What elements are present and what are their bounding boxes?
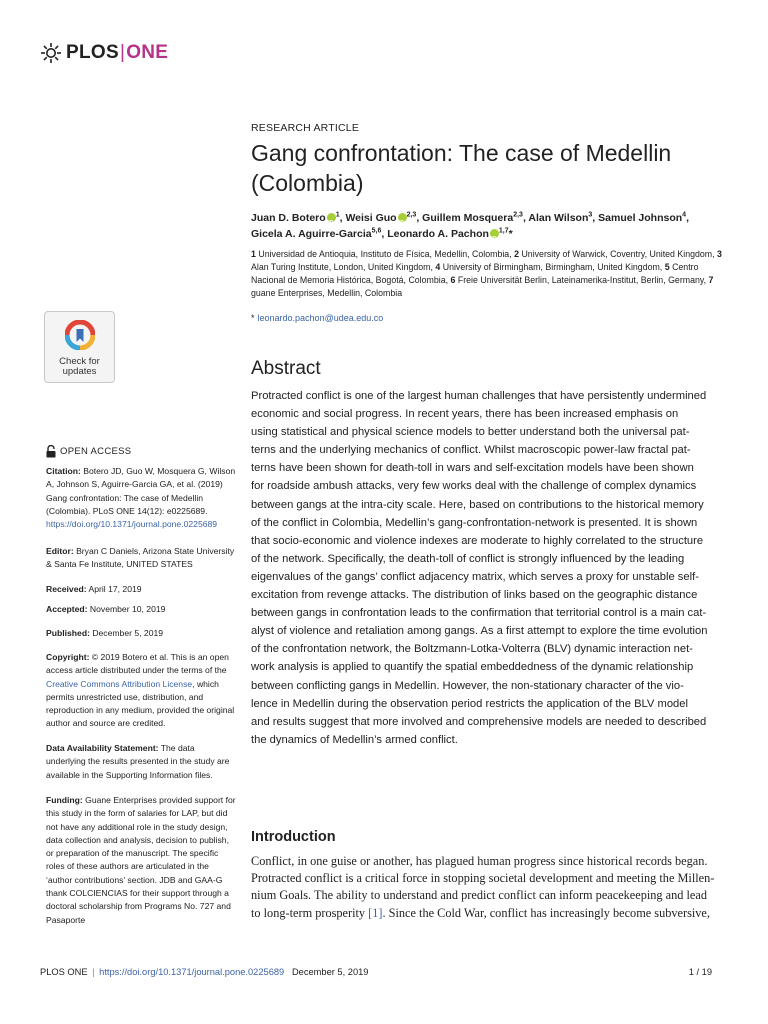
intro-line: to long-term prosperity [1]. Since the Cold War, conflict has increasingly become subversive, [251,905,710,920]
abstract-body [251,387,725,749]
author-separator: , [381,228,388,240]
corresponding-author [251,313,725,323]
affiliation-number: 1 [251,249,256,259]
author-affiliation-sup: 1 [335,211,340,219]
author-affiliation-sup: 4 [682,211,687,219]
author-affiliation-sup: 3 [588,211,593,219]
intro-line: Protracted conflict is a critical force in stopping societal development and meeting the Millen- [251,871,715,886]
author-separator: , [339,212,346,224]
affiliation-text: University of Warwick, Coventry, United Kingdom, [521,249,717,259]
corresponding-star: * [251,313,255,323]
abstract-line: of the confrontation network, the Boltzmann-Lotka-Volterra (BLV) dynamic interaction net- [251,643,693,656]
corresponding-email-link[interactable]: leonardo.pachon@udea.edu.co [257,313,384,323]
abstract-line: between gangs at the intra-city scale. Here, based on contributions to the historical memory [251,498,704,511]
author-name[interactable]: Weisi Guo [345,212,397,224]
citation-block: Citation: Botero JD, Guo W, Mosquera G, Wilson A, Johnson S, Aguirre-Garcia GA, et al. (2019) Gang confrontation: The case of Medellin (Colombia). PLoS ONE 14(12): e0225689. https://doi.org/10.1371/journal.pone.0225689 [46,466,236,530]
introduction-body [251,853,725,922]
reference-link[interactable]: [1] [368,905,383,920]
license-link[interactable]: Creative Commons Attribution License [46,678,193,689]
introduction-heading: Introduction [251,829,336,845]
orcid-icon[interactable] [327,213,336,222]
affiliation-text: guane Enterprises, Medellin, Colombia [251,288,403,298]
affiliation-text: Alan Turing Institute, London, United Kingdom, [251,262,436,272]
affiliation-text: Freie Universität Berlin, Lateinamerika-Institut, Berlin, Germany, [457,275,709,285]
plos-one-logo[interactable] [40,40,168,66]
check-for-updates-badge[interactable] [44,311,115,383]
author-name[interactable]: Samuel Johnson [598,212,683,224]
article-title: Gang confrontation: The case of Medellin (Colombia) [251,140,672,196]
affiliation-text: University of Birmingham, Birmingham, United Kingdom, [442,262,665,272]
author-separator: , [686,212,689,224]
abstract-line: that socio-economic and violence indexes are moderate to highly correlated to the structure [251,534,704,547]
author-separator: , [522,212,529,224]
abstract-line: excitation from revenge attacks. The distribution of links based on the geographic distance [251,589,698,602]
received-date: Received: April 17, 2019 [46,584,142,594]
abstract-line: between gangs in confrontation leads to the confirmation that territorial control is a main cat- [251,607,707,620]
abstract-heading: Abstract [251,358,321,379]
abstract-line: alyst of violence and retaliation among gangs. As a first attempt to explore the time evolution [251,625,708,638]
abstract-line: work analysis is applied to quantify the spatial embeddedness of the dynamic relationship [251,661,694,674]
logo-wordmark: PLOS|ONE [66,42,169,63]
badge-label: Check for updates [59,356,100,377]
abstract-line: the dynamics of Medellin’s armed conflict. [251,733,458,746]
abstract-line: for roadside ambush attacks, very few works deal with the challenge of complex dynamics [251,480,697,493]
abstract-line: eigenvalues of the gangs’ conflict adjacency matrix, which serves a proxy for unstable self- [251,570,699,583]
author-name[interactable]: Guillem Mosquera [422,212,514,224]
orcid-icon[interactable] [398,213,407,222]
plos-sun-icon [40,42,62,64]
copyright-block: Copyright: © 2019 Botero et al. This is an open access article distributed under the terms of the Creative Commons Attribution License, which permits unrestricted use, distribution, and reproduction in any medium, provided the original author and source are credited. [46,652,235,729]
intro-line: Conflict, in one guise or another, has plagued human progress since historical records began. [251,854,708,868]
abstract-line: and results suggest that more involved and comprehensive models are needed to described [251,715,707,728]
footer-doi-link[interactable]: https://doi.org/10.1371/journal.pone.0225689 [99,967,285,977]
check-updates-icon [65,320,95,350]
abstract-line: Protracted conflict is one of the largest human challenges that have persistently undermined [251,390,707,402]
author-affiliation-sup: 5,6 [371,227,382,235]
data-availability-block: Data Availability Statement: The data underlying the results presented in the study are available in the Supporting Information files. [46,743,230,780]
intro-line: nium Goals. The ability to understand and predict conflict can inform peacekeeping and lead [251,888,707,903]
author-name[interactable]: Gicela A. Aguirre-Garcia [251,228,372,240]
open-lock-icon [46,445,56,458]
affiliation-text: Centro Nacional de Memoria Histórica, Bogotá, Colombia, [251,262,699,285]
abstract-line: between conflicting gangs in Medellin. However, the non-stationary character of the vio- [251,679,684,692]
abstract-line: of the network. Specifically, the death-toll of conflict is strongly influenced by the leading [251,552,685,565]
footer-citation: PLOS ONE | https://doi.org/10.1371/journal.pone.0225689 December 5, 2019 [40,967,369,977]
author-name[interactable]: Alan Wilson [528,212,589,224]
page-number: 1 / 19 [688,967,712,977]
abstract-line: terns and the underlying mechanics of conflict. Whilst macroscopic power-law fractal pat- [251,444,691,457]
author-name[interactable]: Juan D. Botero [251,212,326,224]
affiliation-number: 2 [514,249,519,259]
abstract-line: using statistical and physical science models to better understand both the universal pat- [251,426,690,439]
affiliation-text: Universidad de Antioquia, Instituto de Física, Medellin, Colombia, [258,249,515,259]
affiliation-list [251,248,725,300]
published-date: Published: December 5, 2019 [46,628,164,638]
open-access-label: OPEN ACCESS [46,445,131,458]
article-type: RESEARCH ARTICLE [251,122,360,134]
author-list [251,210,725,242]
abstract-line: lence in Medellin during the observation period restricts the application of the BLV model [251,697,688,710]
author-affiliation-sup: 1,7 [498,227,509,235]
affiliation-number: 7 [708,275,714,285]
affiliation-number: 5 [664,262,670,272]
author-separator: , [416,212,423,224]
abstract-line: of the conflict in Colombia, Medellin’s gang-confrontation-network is presented. It is shown [251,516,698,529]
author-name[interactable]: Leonardo A. Pachon [387,228,489,240]
author-affiliation-sup: 2,3 [406,211,417,219]
affiliation-number: 4 [435,262,441,272]
author-separator: , [592,212,599,224]
funding-block: Funding: Guane Enterprises provided support for this study in the form of salaries for LAP, but did not have any additional role in the study design, data collection and analysis, decision to publish, or preparation of the manuscript. The specific roles of these authors are articulated in the ‘author contributions’ section. JDB and GAA-G thank COLCIENCIAS for their support through a doctoral scholarship from Programs No. 727 and Pasaporte [46,795,236,925]
abstract-line: terns have been shown for death-toll in wars and self-excitation models have been shown [251,462,694,475]
affiliation-number: 3 [717,249,722,259]
author-separator: * [508,228,513,240]
accepted-date: Accepted: November 10, 2019 [46,604,166,614]
author-affiliation-sup: 2,3 [513,211,523,219]
citation-doi-link[interactable]: https://doi.org/10.1371/journal.pone.0225689 [46,519,218,530]
abstract-line: economic and social progress. In recent years, there has been increased emphasis on [251,408,679,421]
editor-block: Editor: Bryan C Daniels, Arizona State University & Santa Fe Institute, UNITED STATES [46,546,235,570]
orcid-icon[interactable] [490,229,499,238]
affiliation-number: 6 [450,275,456,285]
